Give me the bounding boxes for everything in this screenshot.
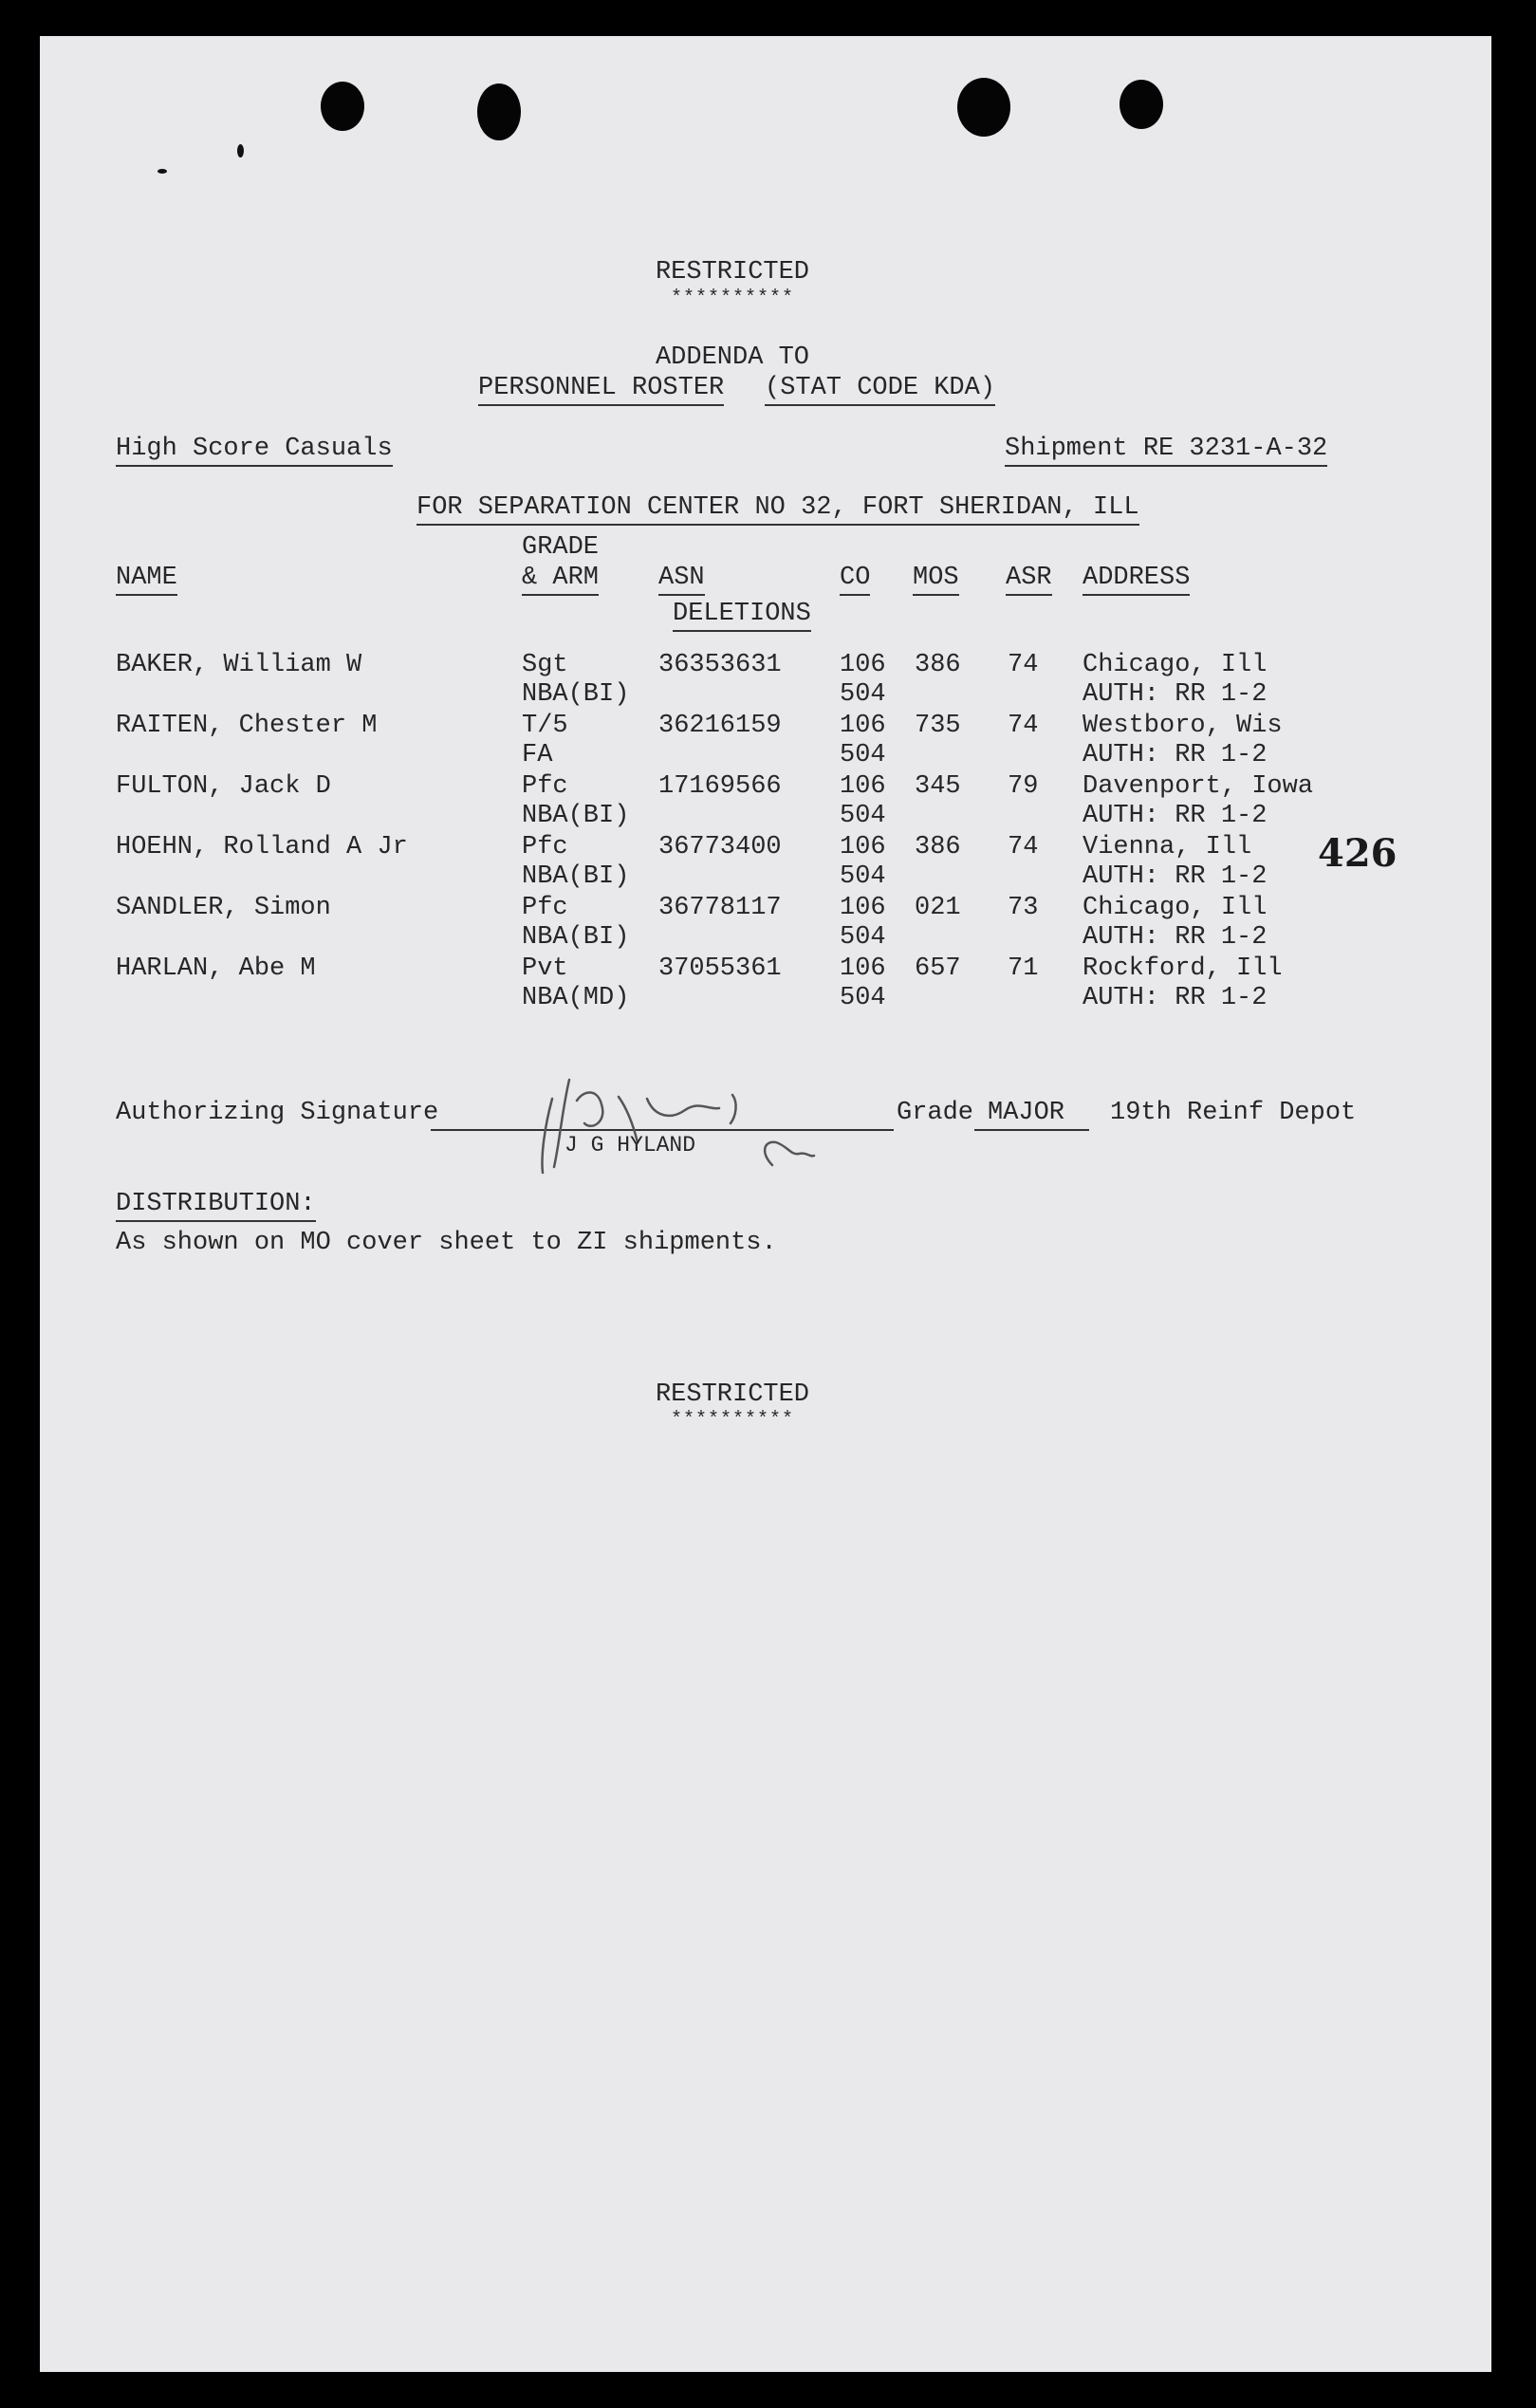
row-grade: Pfc xyxy=(522,894,568,922)
row-mos: 735 xyxy=(915,712,961,740)
depot-unit: 19th Reinf Depot xyxy=(1110,1099,1357,1127)
punch-hole-1 xyxy=(321,82,364,131)
row-name: RAITEN, Chester M xyxy=(116,712,378,740)
row-co: 106 xyxy=(840,651,886,679)
row-mos: 345 xyxy=(915,772,961,801)
classification-top: RESTRICTED xyxy=(655,258,810,287)
row-grade: Pfc xyxy=(522,772,568,801)
column-grade-top: GRADE xyxy=(522,533,600,562)
row-asr: 79 xyxy=(1008,772,1039,801)
row-co2: 504 xyxy=(840,862,886,891)
page-number: 426 xyxy=(1318,831,1397,876)
row-name: HARLAN, Abe M xyxy=(116,954,316,983)
row-address: Westboro, Wis xyxy=(1083,712,1283,740)
row-asr: 71 xyxy=(1008,954,1039,983)
row-co: 106 xyxy=(840,954,886,983)
row-asr: 73 xyxy=(1008,894,1039,922)
row-asn: 37055361 xyxy=(658,954,782,983)
roster-title: PERSONNEL ROSTER xyxy=(478,376,724,406)
row-grade: T/5 xyxy=(522,712,568,740)
row-auth: AUTH: RR 1-2 xyxy=(1083,923,1268,952)
document-page xyxy=(40,36,1491,2372)
addenda-line: ADDENDA TO xyxy=(655,343,810,372)
column-address: ADDRESS xyxy=(1083,565,1190,596)
row-grade: Pvt xyxy=(522,954,568,983)
group-label: High Score Casuals xyxy=(116,436,393,467)
grade-label: Grade xyxy=(897,1099,974,1127)
distribution-text: As shown on MO cover sheet to ZI shipments. xyxy=(116,1229,777,1257)
classification-bottom: RESTRICTED xyxy=(655,1380,810,1409)
row-name: FULTON, Jack D xyxy=(116,772,331,801)
row-co2: 504 xyxy=(840,802,886,830)
row-name: SANDLER, Simon xyxy=(116,894,331,922)
row-arm: NBA(BI) xyxy=(522,802,630,830)
row-grade: Pfc xyxy=(522,833,568,861)
row-co: 106 xyxy=(840,712,886,740)
punch-hole-2 xyxy=(477,83,521,140)
row-co2: 504 xyxy=(840,923,886,952)
row-asr: 74 xyxy=(1008,651,1039,679)
row-co: 106 xyxy=(840,772,886,801)
row-auth: AUTH: RR 1-2 xyxy=(1083,741,1268,769)
row-auth: AUTH: RR 1-2 xyxy=(1083,680,1268,709)
signature-label: Authorizing Signature xyxy=(116,1099,439,1127)
column-name: NAME xyxy=(116,565,177,596)
row-asn: 36773400 xyxy=(658,833,782,861)
row-arm: NBA(BI) xyxy=(522,923,630,952)
stat-code: (STAT CODE KDA) xyxy=(765,376,995,406)
column-co: CO xyxy=(840,565,870,596)
row-asn: 36216159 xyxy=(658,712,782,740)
column-mos: MOS xyxy=(913,565,959,596)
stars-top: ********** xyxy=(670,287,795,309)
row-address: Chicago, Ill xyxy=(1083,651,1268,679)
speck xyxy=(157,169,167,174)
row-asr: 74 xyxy=(1008,712,1039,740)
punch-hole-3 xyxy=(957,78,1010,137)
row-address: Davenport, Iowa xyxy=(1083,772,1314,801)
distribution-label: DISTRIBUTION: xyxy=(116,1192,316,1222)
row-mos: 657 xyxy=(915,954,961,983)
speck xyxy=(237,144,244,157)
row-auth: AUTH: RR 1-2 xyxy=(1083,984,1268,1012)
shipment-number: Shipment RE 3231-A-32 xyxy=(1005,436,1327,467)
punch-hole-4 xyxy=(1120,80,1163,129)
row-co2: 504 xyxy=(840,984,886,1012)
row-co: 106 xyxy=(840,894,886,922)
row-asn: 17169566 xyxy=(658,772,782,801)
row-arm: NBA(BI) xyxy=(522,680,630,709)
row-mos: 021 xyxy=(915,894,961,922)
grade-value: MAJOR xyxy=(974,1101,1089,1131)
row-asn: 36778117 xyxy=(658,894,782,922)
row-asr: 74 xyxy=(1008,833,1039,861)
row-arm: FA xyxy=(522,741,553,769)
row-address: Rockford, Ill xyxy=(1083,954,1283,983)
row-co2: 504 xyxy=(840,741,886,769)
row-arm: NBA(MD) xyxy=(522,984,630,1012)
column-deletions: DELETIONS xyxy=(673,602,811,632)
row-co: 106 xyxy=(840,833,886,861)
row-auth: AUTH: RR 1-2 xyxy=(1083,862,1268,891)
row-mos: 386 xyxy=(915,651,961,679)
row-name: HOEHN, Rolland A Jr xyxy=(116,833,408,861)
separation-center: FOR SEPARATION CENTER NO 32, FORT SHERIDAN, ILL xyxy=(416,495,1139,526)
stars-bottom: ********** xyxy=(670,1409,795,1431)
row-name: BAKER, William W xyxy=(116,651,362,679)
row-arm: NBA(BI) xyxy=(522,862,630,891)
column-asn: ASN xyxy=(658,565,705,596)
signer-name: J G HYLAND xyxy=(564,1133,696,1158)
row-asn: 36353631 xyxy=(658,651,782,679)
row-address: Vienna, Ill xyxy=(1083,833,1252,861)
row-grade: Sgt xyxy=(522,651,568,679)
row-address: Chicago, Ill xyxy=(1083,894,1268,922)
column-asr: ASR xyxy=(1006,565,1052,596)
column-grade-bottom: & ARM xyxy=(522,565,599,596)
row-auth: AUTH: RR 1-2 xyxy=(1083,802,1268,830)
row-mos: 386 xyxy=(915,833,961,861)
row-co2: 504 xyxy=(840,680,886,709)
